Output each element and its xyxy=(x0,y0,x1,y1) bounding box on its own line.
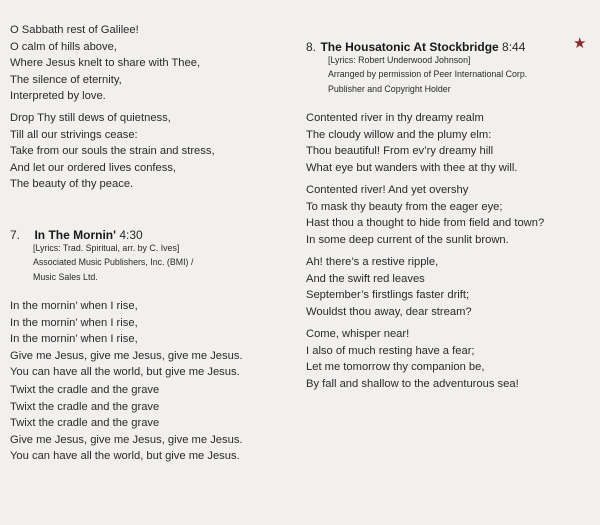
stanza xyxy=(306,254,472,320)
credit-line: Arranged by permission of Peer International Corp. xyxy=(328,69,528,81)
track-duration: 8:44 xyxy=(502,40,526,54)
lyric-line: In the mornin’ when I rise, xyxy=(10,316,138,329)
lyric-line: The beauty of thy peace. xyxy=(10,178,134,191)
lyric-line: Come, whisper near! xyxy=(306,328,410,340)
stanza xyxy=(10,382,243,465)
lyric-line: Hast thou a thought to hide from field and town? xyxy=(306,217,545,230)
lyric-line: Ah! there’s a restive ripple, xyxy=(306,256,439,268)
stanza xyxy=(306,326,519,392)
lyric-line: Twixt the cradle and the grave xyxy=(10,400,160,413)
lyric-line: Wouldst thou away, dear stream? xyxy=(306,305,472,318)
lyric-line: Contented river! And yet overshy xyxy=(306,184,469,196)
lyric-line: You can have all the world, but give me Jesus. xyxy=(10,450,240,463)
lyric-line: Contented river in thy dreamy realm xyxy=(306,112,484,124)
lyric-line: You can have all the world, but give me Jesus. xyxy=(10,366,240,379)
track-title: The Housatonic At Stockbridge xyxy=(320,40,503,54)
lyric-line: The silence of eternity, xyxy=(10,73,122,86)
credit-line: Music Sales Ltd. xyxy=(33,271,98,283)
stanza xyxy=(10,22,200,105)
lyric-line: What eye but wanders with thee at thy will. xyxy=(306,161,518,174)
track-duration: 4:30 xyxy=(119,228,143,242)
lyric-line: In the mornin’ when I rise, xyxy=(10,300,138,312)
lyric-line: Thou beautiful! From ev’ry dreamy hill xyxy=(306,145,494,158)
stanza xyxy=(306,182,544,248)
stanza xyxy=(306,110,517,176)
lyric-line: O Sabbath rest of Galilee! xyxy=(10,24,139,36)
track-credits xyxy=(328,54,545,97)
lyric-line: In some deep current of the sunlit brown. xyxy=(306,233,509,246)
lyric-line: Take from our souls the strain and stress, xyxy=(10,145,215,158)
lyric-line: Give me Jesus, give me Jesus, give me Jesus. xyxy=(10,433,243,446)
lyric-line: O calm of hills above, xyxy=(10,40,117,53)
credit-line: [Lyrics: Robert Underwood Johnson] xyxy=(328,55,471,66)
track-title: In The Mornin' xyxy=(34,228,120,242)
lyric-line: To mask thy beauty from the eager eye; xyxy=(306,200,503,213)
lyric-line: Let me tomorrow thy companion be, xyxy=(306,361,485,374)
lyric-line: In the mornin’ when I rise, xyxy=(10,333,138,346)
track-number: 7. xyxy=(10,228,21,242)
lyric-line: And the swift red leaves xyxy=(306,272,425,285)
lyric-line: I also of much resting have a fear; xyxy=(306,344,475,357)
track-number: 8. xyxy=(306,40,317,54)
lyric-line: Drop Thy still dews of quietness, xyxy=(10,112,171,124)
lyric-line: The cloudy willow and the plumy elm: xyxy=(306,128,492,141)
credit-line: Publisher and Copyright Holder xyxy=(328,83,451,95)
credit-line: [Lyrics: Trad. Spiritual, arr. by C. Ives] xyxy=(33,243,180,254)
lyric-line: Till all our strivings cease: xyxy=(10,128,138,141)
stanza xyxy=(10,298,243,381)
lyric-line: September’s firstlings faster drift; xyxy=(306,289,470,302)
lyric-line: And let our ordered lives confess, xyxy=(10,161,177,174)
stanza xyxy=(10,110,215,193)
lyric-line: Interpreted by love. xyxy=(10,90,106,103)
lyric-line: Give me Jesus, give me Jesus, give me Jesus. xyxy=(10,349,243,362)
lyric-line: Where Jesus knelt to share with Thee, xyxy=(10,57,201,70)
credit-line: Associated Music Publishers, Inc. (BMI) / xyxy=(33,257,194,269)
lyric-line: By fall and shallow to the adventurous sea! xyxy=(306,377,519,390)
star-icon: ★ xyxy=(573,35,587,52)
lyric-line: Twixt the cradle and the grave xyxy=(10,384,160,396)
lyric-line: Twixt the cradle and the grave xyxy=(10,417,160,430)
track-credits xyxy=(33,242,207,285)
